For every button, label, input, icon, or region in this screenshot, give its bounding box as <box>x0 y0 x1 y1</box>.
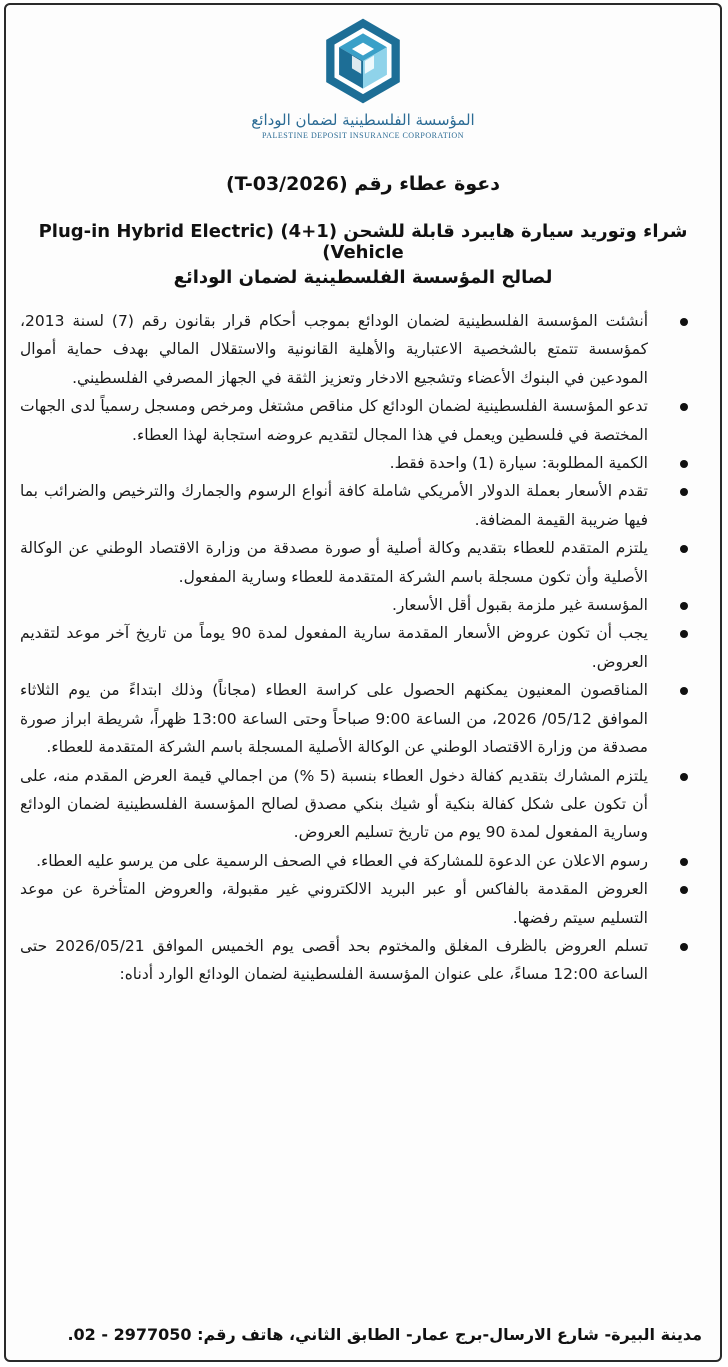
org-name-arabic: المؤسسة الفلسطينية لضمان الودائع <box>251 111 475 129</box>
list-item: يلتزم المتقدم للعطاء بتقديم وكالة أصلية أو صورة مصدقة من وزارة الاقتصاد الوطني عن الوكالة الأصلية وأن تكون مسجلة باسم الشركة المتقدمة للعطاء وسارية المفعول. <box>20 534 704 591</box>
tender-number-heading: دعوة عطاء رقم (T-03/2026) <box>225 173 500 195</box>
cube-logo-icon <box>317 15 409 107</box>
list-item: يلتزم المشارك بتقديم كفالة دخول العطاء بنسبة (5 %) من اجمالي قيمة العرض المقدم منه، على أن تكون على شكل كفالة بنكية أو شيك بنكي مصدق لصالح المؤسسة الفلسطينية لضمان الودائع وسارية المفعول لمدة 90 يوم من تاريخ تسليم العروض. <box>20 762 704 847</box>
tender-announcement <box>4 3 722 1362</box>
list-item: رسوم الاعلان عن الدعوة للمشاركة في العطاء في الصحف الرسمية على من يرسو عليه العطاء. <box>20 847 704 875</box>
org-logo <box>6 15 720 140</box>
list-item: يجب أن تكون عروض الأسعار المقدمة سارية المفعول لمدة 90 يوماً من تاريخ آخر موعد لتقديم العروض. <box>20 619 704 676</box>
list-item: أنشئت المؤسسة الفلسطينية لضمان الودائع بموجب أحكام قرار بقانون رقم (7) لسنة 2013، كمؤسسة تتمتع بالشخصية الاعتبارية والأهلية القانونية والاستقلال المالي بهدف حماية أموال المودعين في البنوك الأعضاء وتشجيع الادخار وتعزيز الثقة في الجهاز المصرفي الفلسطيني. <box>20 307 704 392</box>
list-item: العروض المقدمة بالفاكس أو عبر البريد الالكتروني غير مقبولة، والعروض المتأخرة عن موعد التسليم سيتم رفضها. <box>20 875 704 932</box>
tender-subject-heading: شراء وتوريد سيارة هايبرد قابلة للشحن (1+4) (Plug-in Hybrid Electric Vehicle) <box>38 221 688 263</box>
list-item: الكمية المطلوبة: سيارة (1) واحدة فقط. <box>20 449 704 477</box>
tender-terms-list <box>20 307 704 989</box>
address-footer: مدينة البيرة- شارع الارسال-برج عمار- الطابق الثاني، هاتف رقم: 2977050 - 02. <box>67 1325 702 1344</box>
list-item: المؤسسة غير ملزمة بقبول أقل الأسعار. <box>20 591 704 619</box>
org-name-english: PALESTINE DEPOSIT INSURANCE CORPORATION <box>262 131 464 140</box>
list-item: تسلم العروض بالظرف المغلق والمختوم بحد أقصى يوم الخميس الموافق 2026/05/21 حتى الساعة 12:00 مساءً، على عنوان المؤسسة الفلسطينية لضمان الودائع الوارد أدناه: <box>20 932 704 989</box>
tender-beneficiary-heading: لصالح المؤسسة الفلسطينية لضمان الودائع <box>173 267 553 288</box>
list-item: تقدم الأسعار بعملة الدولار الأمريكي شاملة كافة أنواع الرسوم والجمارك والترخيص والضرائب بما فيها ضريبة القيمة المضافة. <box>20 477 704 534</box>
list-item: المناقصون المعنيون يمكنهم الحصول على كراسة العطاء (مجاناً) وذلك ابتداءً من يوم الثلاثاء الموافق 05/12/ 2026، من الساعة 9:00 صباحاً وحتى الساعة 13:00 ظهراً، شريطة ابراز صورة مصدقة من وزارة الاقتصاد الوطني عن الوكالة الأصلية المسجلة باسم الشركة المتقدمة للعطاء. <box>20 676 704 761</box>
list-item: تدعو المؤسسة الفلسطينية لضمان الودائع كل مناقص مشتغل ومرخص ومسجل رسمياً لدى الجهات المختصة في فلسطين ويعمل في هذا المجال لتقديم عروضه استجابة لهذا العطاء. <box>20 392 704 449</box>
